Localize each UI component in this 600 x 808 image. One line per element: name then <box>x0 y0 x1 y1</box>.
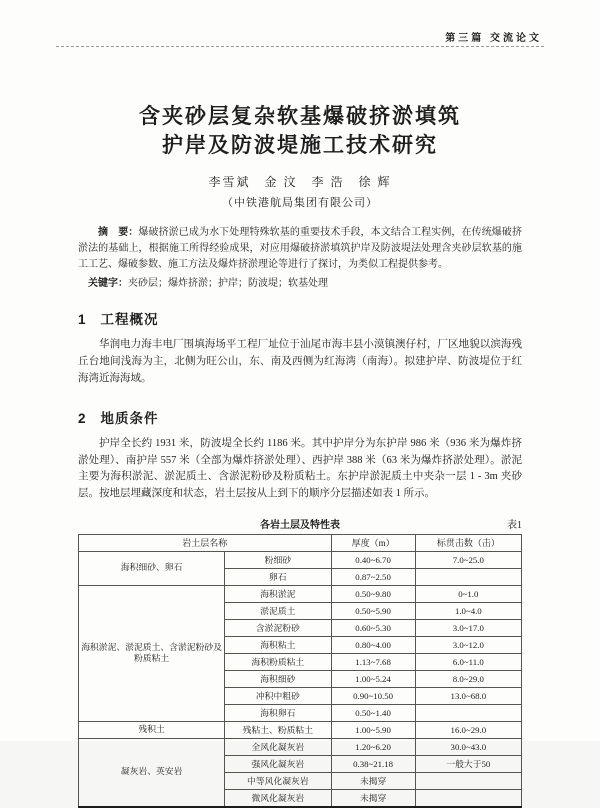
table-row <box>79 721 522 738</box>
soil-name-cell: 海积细砂 <box>225 670 331 687</box>
keywords <box>78 274 522 289</box>
spt-cell: 30.0~43.0 <box>415 738 521 755</box>
soil-name-cell: 海积粉质粘土 <box>225 653 331 670</box>
thickness-cell: 0.38~21.18 <box>331 755 415 772</box>
thickness-cell: 0.90~10.50 <box>331 687 415 704</box>
spt-cell: 3.0~12.0 <box>415 636 521 653</box>
table-number: 表1 <box>507 519 522 531</box>
section-1-title: 工程概况 <box>100 312 159 328</box>
table-row <box>79 738 522 755</box>
title-line-1: 含夹砂层复杂软基爆破挤淤填筑 <box>139 104 461 128</box>
soil-name-cell: 卵石 <box>225 568 331 585</box>
soil-name-cell: 全风化凝灰岩 <box>225 738 331 755</box>
abstract-text: 爆破挤淤已成为水下处理特殊软基的重要技术手段，本文结合工程实例，在传统爆破挤淤法的基础上，根据施工所得经验成果，对应用爆破挤淤填筑护岸及防波堤法处理含夹砂层软基的施工工艺、爆破参数、施工方法及爆炸挤淤理论等进行了探讨，为类似工程提供参考。 <box>78 226 522 270</box>
paper-title <box>78 102 522 160</box>
section-2-title: 地质条件 <box>100 410 159 426</box>
thickness-cell: 未揭穿 <box>331 789 415 807</box>
thickness-cell: 0.60~5.30 <box>331 619 415 636</box>
soil-name-cell: 强风化凝灰岩 <box>225 755 331 772</box>
spt-cell <box>415 772 521 789</box>
header-rule <box>56 46 544 47</box>
group-cell: 残积土 <box>79 721 225 738</box>
soil-layers-table <box>78 534 522 808</box>
thickness-cell: 1.00~5.90 <box>331 721 415 738</box>
soil-name-cell: 微风化凝灰岩 <box>225 789 331 807</box>
thickness-cell: 1.13~7.68 <box>331 653 415 670</box>
soil-name-cell: 含淤泥粉砂 <box>225 619 331 636</box>
soil-name-cell: 淤泥质土 <box>225 602 331 619</box>
group-cell: 凝灰岩、英安岩 <box>79 738 225 807</box>
spt-cell: 8.0~29.0 <box>415 670 521 687</box>
section-2-paragraph: 护岸全长约 1931 米，防波堤全长约 1186 米。其中护岸分为东护岸 986 米（936 米为爆炸挤淤处理）、南护岸 557 米（全部为爆炸挤淤处理）、西护岸 388 米（63 米为爆炸挤淤处理）。淤泥主要为海积淤泥、淤泥质土、含淤泥粉砂及粉质粘土。东护岸淤泥质土中夹杂一层 1 - 3m 夹砂层。按地层埋藏深度和状态，岩土层按从上到下的顺序分层描述如表 1 所示。 <box>78 437 522 500</box>
table-caption <box>78 516 522 531</box>
spt-cell: 7.0~25.0 <box>415 551 521 568</box>
spt-cell: 一般大于50 <box>415 755 521 772</box>
thickness-cell: 0.87~2.50 <box>331 568 415 585</box>
soil-name-cell: 海积粘土 <box>225 636 331 653</box>
soil-name-cell: 海积淤泥 <box>225 585 331 602</box>
running-head: 第三篇 交流论文 <box>445 33 542 44</box>
table-title: 各岩土层及特性表 <box>260 519 340 531</box>
table-row <box>79 551 522 568</box>
spt-cell: 6.0~11.0 <box>415 653 521 670</box>
header-cell-name: 岩土层名称 <box>79 534 332 551</box>
section-2-number: 2 <box>78 410 87 426</box>
spt-cell: 13.0~68.0 <box>415 687 521 704</box>
soil-name-cell: 粉细砂 <box>225 551 331 568</box>
thickness-cell: 0.50~9.80 <box>331 585 415 602</box>
affiliation: （中铁港航局集团有限公司） <box>222 196 378 209</box>
authors: 李雪斌 金 汶 李 浩 徐 辉 <box>208 174 392 189</box>
group-cell: 海积淤泥、淤泥质土、含淤泥粉砂及粉质粘土 <box>79 585 225 721</box>
table-row <box>79 585 522 602</box>
table-header-row <box>79 534 522 551</box>
title-line-2: 护岸及防波堤施工技术研究 <box>162 132 438 157</box>
header-cell-spt: 标贯击数（击） <box>415 534 521 551</box>
section-1-paragraph: 华润电力海丰电厂围填海场平工程厂址位于汕尾市海丰县小漠镇澳仔村，厂区地貌以滨海残丘台地间浅海为主，北侧为旺公山，东、南及西侧为红海湾（南海）。拟建护岸、防波堤位于红海湾近海海域。 <box>78 339 522 384</box>
abstract <box>78 225 522 272</box>
soil-name-cell: 残粘土、粉质粘土 <box>225 721 331 738</box>
soil-name-cell: 中等风化凝灰岩 <box>225 772 331 789</box>
spt-cell: 0~1.0 <box>415 585 521 602</box>
thickness-cell: 0.80~4.00 <box>331 636 415 653</box>
thickness-cell: 0.50~1.40 <box>331 704 415 721</box>
spt-cell: 3.0~17.0 <box>415 619 521 636</box>
spt-cell: 1.0~4.0 <box>415 602 521 619</box>
thickness-cell: 1.00~5.24 <box>331 670 415 687</box>
spt-cell <box>415 789 521 807</box>
spt-cell <box>415 704 521 721</box>
section-2-heading <box>78 407 522 427</box>
section-1-heading <box>78 308 522 328</box>
keywords-label: 关键字： <box>88 278 128 290</box>
keywords-text: 夹砂层；爆炸挤淤；护岸；防波堤；软基处理 <box>128 278 328 290</box>
thickness-cell: 0.40~6.70 <box>331 551 415 568</box>
spt-cell: 16.0~29.0 <box>415 721 521 738</box>
section-1-number: 1 <box>78 312 87 328</box>
header-cell-thickness: 厚度（m） <box>331 534 415 551</box>
abstract-label: 摘 要： <box>98 226 139 238</box>
thickness-cell: 1.20~6.20 <box>331 738 415 755</box>
soil-name-cell: 冲积中粗砂 <box>225 687 331 704</box>
soil-name-cell: 海积卵石 <box>225 704 331 721</box>
thickness-cell: 未揭穿 <box>331 772 415 789</box>
group-cell: 海积细砂、卵石 <box>79 551 225 585</box>
spt-cell <box>415 568 521 585</box>
thickness-cell: 0.50~5.90 <box>331 602 415 619</box>
